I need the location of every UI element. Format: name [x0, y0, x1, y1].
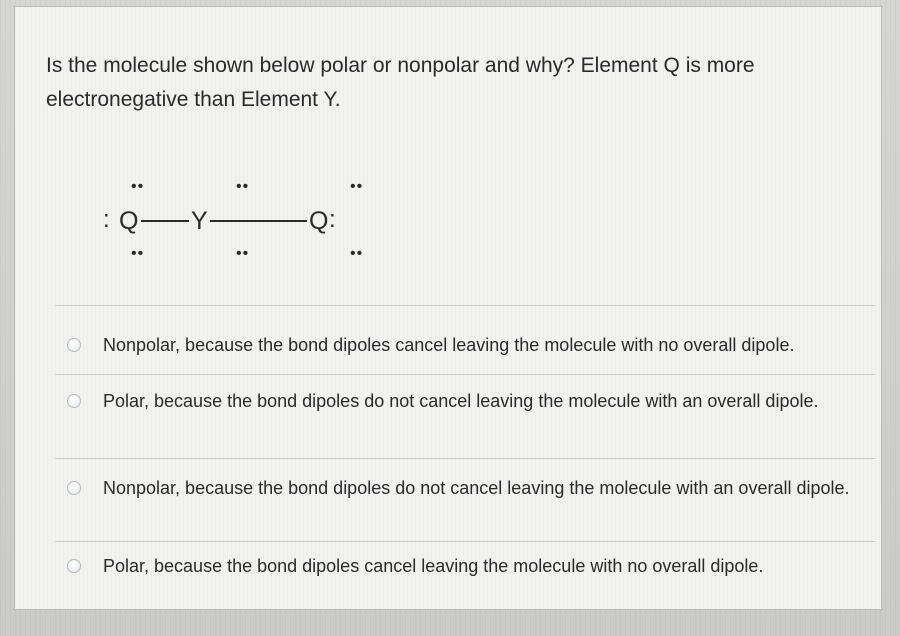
answer-option-1[interactable]: [55, 306, 875, 374]
question-line-1: Is the molecule shown below polar or nonpolar and why? Element Q is more: [46, 54, 755, 77]
lewis-structure-svg: [95, 167, 415, 267]
answer-option-4[interactable]: [55, 542, 875, 602]
left-q-atom: Q: [119, 207, 139, 235]
answer-option-2[interactable]: [55, 375, 875, 458]
answer-option-1-label: Nonpolar, because the bond dipoles cancel leaving the molecule with no overall dipole.: [103, 335, 795, 355]
left-q-left-lone-pair: :: [103, 206, 110, 233]
radio-button-2[interactable]: [67, 394, 81, 408]
y-bottom-lone-pair: ••: [236, 245, 250, 262]
radio-button-4[interactable]: [67, 559, 81, 573]
left-q-top-lone-pair: ••: [131, 178, 145, 195]
right-q-right-lone-pair: :: [329, 206, 336, 233]
left-q-bottom-lone-pair: ••: [131, 245, 145, 262]
answer-options: [55, 305, 875, 602]
right-q-atom: Q: [309, 207, 329, 235]
answer-option-3-label: Nonpolar, because the bond dipoles do not cancel leaving the molecule with an overall dipole.: [103, 478, 850, 498]
right-q-top-lone-pair: ••: [350, 178, 364, 195]
answer-option-2-label: Polar, because the bond dipoles do not cancel leaving the molecule with an overall dipole.: [103, 391, 819, 411]
answer-option-3[interactable]: [55, 459, 875, 541]
question-text: [46, 49, 846, 117]
radio-button-1[interactable]: [67, 338, 81, 352]
right-q-bottom-lone-pair: ••: [350, 245, 364, 262]
question-line-2: electronegative than Element Y.: [46, 88, 341, 111]
answer-option-4-label: Polar, because the bond dipoles cancel leaving the molecule with no overall dipole.: [103, 556, 764, 576]
lewis-structure: [95, 167, 415, 267]
radio-button-3[interactable]: [67, 481, 81, 495]
y-top-lone-pair: ••: [236, 178, 250, 195]
question-card: [14, 6, 882, 610]
y-atom: Y: [191, 207, 208, 235]
